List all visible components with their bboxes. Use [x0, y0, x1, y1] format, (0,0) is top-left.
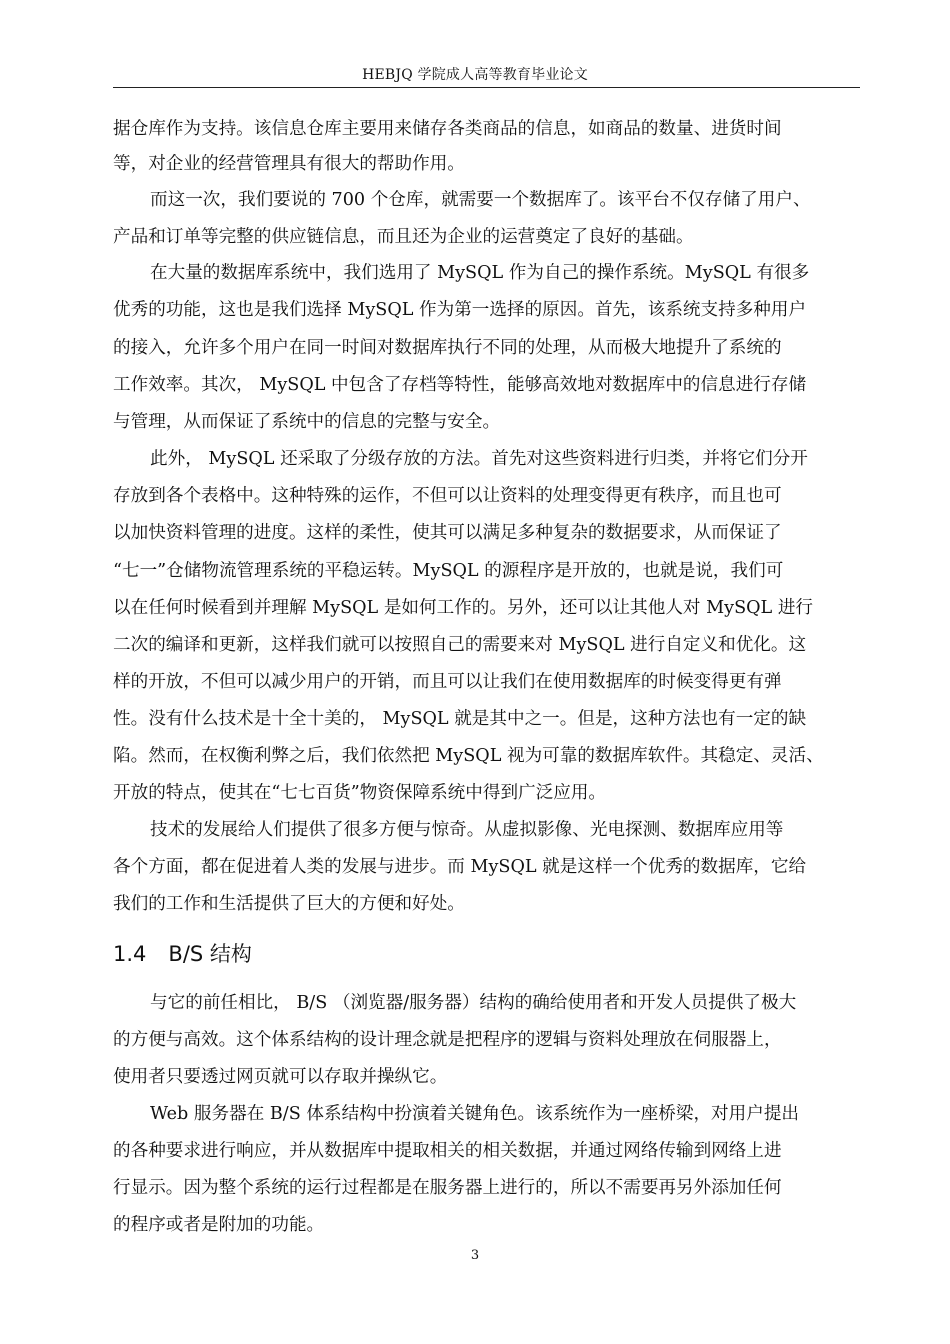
text-line: 各个方面，都在促进着人类的发展与进步。而 MySQL 就是这样一个优秀的数据库，它给	[113, 857, 807, 877]
running-header: HEBJQ 学院成人高等教育毕业论文	[362, 67, 588, 83]
text-line: 开放的特点，使其在“七七百货”物资保障系统中得到广泛应用。	[113, 783, 607, 803]
page-number: 3	[470, 1248, 480, 1263]
text-line: 存放到各个表格中。这种特殊的运作，不但可以让资料的处理变得更有秩序，而且也可	[113, 486, 782, 506]
text-line: 使用者只要透过网页就可以存取并操纵它。	[113, 1067, 448, 1087]
text-line: 据仓库作为支持。该信息仓库主要用来储存各类商品的信息，如商品的数量、进货时间	[113, 119, 782, 139]
text-line: 陷。然而，在权衡利弊之后，我们依然把 MySQL 视为可靠的数据库软件。其稳定、灵活、	[113, 746, 824, 766]
text-line: 的程序或者是附加的功能。	[113, 1215, 325, 1235]
text-line: 二次的编译和更新，这样我们就可以按照自己的需要来对 MySQL 进行自定义和优化。这	[113, 635, 807, 655]
text-line: 样的开放，不但可以减少用户的开销，而且可以让我们在使用数据库的时候变得更有弹	[113, 672, 782, 692]
text-line: 技术的发展给人们提供了很多方便与惊奇。从虚拟影像、光电探测、数据库应用等	[150, 820, 784, 840]
text-line: 与管理，从而保证了系统中的信息的完整与安全。	[113, 412, 501, 432]
header-rule	[113, 87, 860, 88]
text-line: 以在任何时候看到并理解 MySQL 是如何工作的。另外，还可以让其他人对 MySQL 进行	[113, 598, 814, 618]
text-line: “七一”仓储物流管理系统的平稳运转。MySQL 的源程序是开放的，也就是说，我们可	[113, 561, 784, 581]
text-line: 等，对企业的经营管理具有很大的帮助作用。	[113, 154, 465, 174]
section-number: 1.4	[113, 942, 147, 966]
text-line: 而这一次，我们要说的 700 个仓库，就需要一个数据库了。该平台不仅存储了用户、	[150, 190, 811, 210]
text-line: 在大量的数据库系统中，我们选用了 MySQL 作为自己的操作系统。MySQL 有很多	[150, 263, 810, 283]
text-line: 产品和订单等完整的供应链信息，而且还为企业的运营奠定了良好的基础。	[113, 227, 694, 247]
text-line: 工作效率。其次， MySQL 中包含了存档等特性，能够高效地对数据库中的信息进行存储	[113, 375, 807, 395]
section-heading	[113, 940, 252, 968]
text-line: 优秀的功能，这也是我们选择 MySQL 作为第一选择的原因。首先，该系统支持多种用户	[113, 300, 807, 320]
text-line: 的各种要求进行响应，并从数据库中提取相关的相关数据，并通过网络传输到网络上进	[113, 1141, 782, 1161]
text-line: 行显示。因为整个系统的运行过程都是在服务器上进行的，所以不需要再另外添加任何	[113, 1178, 782, 1198]
text-line: 我们的工作和生活提供了巨大的方便和好处。	[113, 894, 465, 914]
section-title: B/S 结构	[168, 942, 252, 966]
text-line: 的接入，允许多个用户在同一时间对数据库执行不同的处理，从而极大地提升了系统的	[113, 338, 782, 358]
text-line: 与它的前任相比， B/S （浏览器/服务器）结构的确给使用者和开发人员提供了极大	[150, 993, 797, 1013]
text-line: 性。没有什么技术是十全十美的， MySQL 就是其中之一。但是，这种方法也有一定的缺	[113, 709, 807, 729]
text-line: Web 服务器在 B/S 体系结构中扮演着关键角色。该系统作为一座桥梁，对用户提出	[150, 1104, 800, 1124]
text-line: 的方便与高效。这个体系结构的设计理念就是把程序的逻辑与资料处理放在伺服器上，	[113, 1030, 782, 1050]
text-line: 以加快资料管理的进度。这样的柔性，使其可以满足多种复杂的数据要求，从而保证了	[113, 523, 782, 543]
text-line: 此外， MySQL 还采取了分级存放的方法。首先对这些资料进行归类，并将它们分开	[150, 449, 808, 469]
